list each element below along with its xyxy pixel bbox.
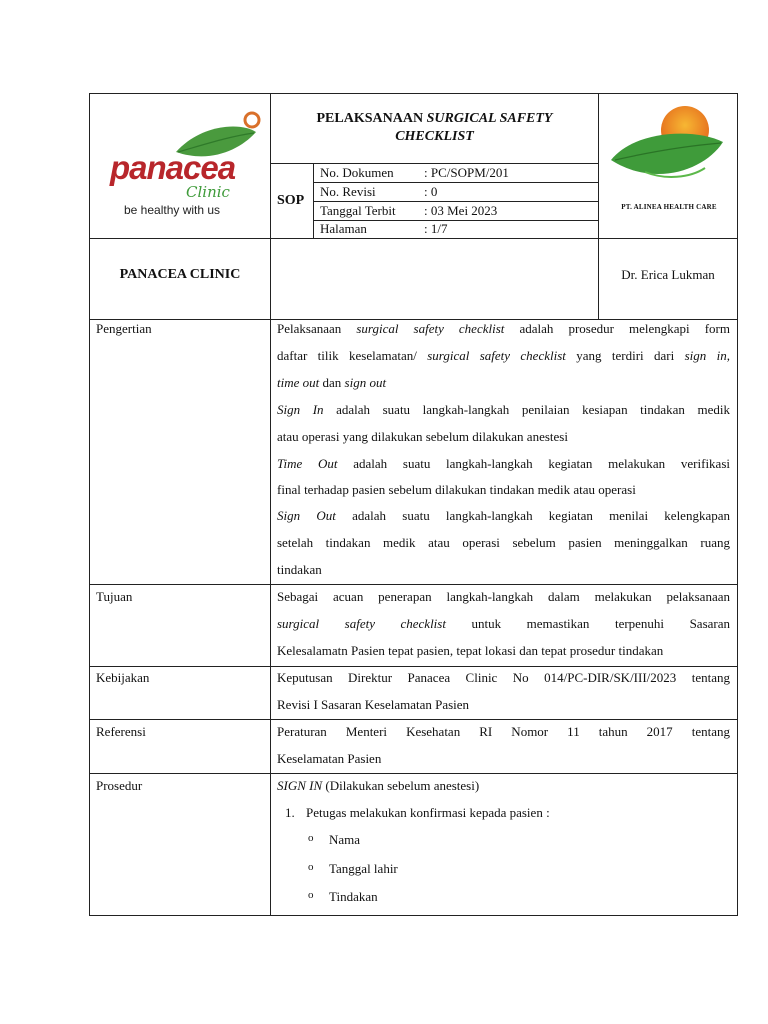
meta-value-date: : 03 Mei 2023 xyxy=(424,203,498,218)
column-divider-right xyxy=(598,93,599,320)
pengertian-line-2: daftar tilik keselamatan/ surgical safety checklist yang terdiri dari sign in, xyxy=(277,348,730,363)
header-divider xyxy=(89,238,738,239)
sop-label: SOP xyxy=(277,193,305,208)
brand-sub: Clinic xyxy=(186,183,230,201)
table-border-bottom xyxy=(89,915,738,916)
label-kebijakan: Kebijakan xyxy=(96,670,150,685)
meta-value-rev: : 0 xyxy=(424,184,438,199)
title-italic-2: CHECKLIST xyxy=(395,129,474,144)
pengertian-line-1: Pelaksanaan surgical safety checklist adalah prosedur melengkapi form xyxy=(277,321,730,336)
meta-label-doc: No. Dokumen xyxy=(320,165,394,180)
brand-tagline: be healthy with us xyxy=(124,203,221,217)
item-tanggal-lahir: Tanggal lahir xyxy=(329,861,398,876)
pengertian-line-7: final terhadap pasien sebelum dilakukan tindakan medik atau operasi xyxy=(277,482,636,497)
alinea-caption: PT. ALINEA HEALTH CARE xyxy=(621,203,717,211)
alinea-logo xyxy=(605,100,733,220)
label-prosedur: Prosedur xyxy=(96,778,143,793)
pengertian-line-9: setelah tindakan medik atau operasi sebelum pasien meninggalkan ruang xyxy=(277,535,730,550)
step-1-text: Petugas melakukan konfirmasi kepada pasien : xyxy=(306,805,550,820)
pengertian-line-4: Sign In adalah suatu langkah-langkah penilaian kesiapan tindakan medik xyxy=(277,402,730,417)
meta-label-date: Tanggal Terbit xyxy=(320,203,396,218)
clinic-name: PANACEA CLINIC xyxy=(119,267,241,282)
prosedur-line-1: SIGN IN (Dilakukan sebelum anestesi) xyxy=(277,778,480,793)
sun-leaf-logo-icon xyxy=(605,100,733,195)
meta-value-page: : 1/7 xyxy=(424,221,448,236)
column-divider xyxy=(270,93,271,916)
referensi-line-1: Peraturan Menteri Kesehatan RI Nomor 11 tahun 2017 tentang xyxy=(277,724,730,739)
label-pengertian: Pengertian xyxy=(96,321,152,336)
step-1-number: 1. xyxy=(285,805,295,820)
table-border-top xyxy=(89,93,738,94)
label-referensi: Referensi xyxy=(96,724,146,739)
bullet-icon: o xyxy=(308,861,314,873)
meta-label-page: Halaman xyxy=(320,221,367,236)
kebijakan-line-2: Revisi I Sasaran Keselamatan Pasien xyxy=(277,697,470,712)
table-border-left xyxy=(89,93,90,916)
tujuan-line-2: surgical safety checklist untuk memastikan terpenuhi Sasaran xyxy=(277,616,730,631)
kebijakan-line-1: Keputusan Direktur Panacea Clinic No 014/PC-DIR/SK/III/2023 tentang xyxy=(277,670,730,685)
item-tindakan: Tindakan xyxy=(329,889,378,904)
brand-name: panacea xyxy=(110,149,236,186)
pengertian-line-6: Time Out adalah suatu langkah-langkah kegiatan melakukan verifikasi xyxy=(277,456,730,471)
label-tujuan: Tujuan xyxy=(96,589,133,604)
referensi-line-2: Keselamatan Pasien xyxy=(277,751,382,766)
title-prefix: PELAKSANAAN xyxy=(316,111,427,126)
pengertian-line-10: tindakan xyxy=(277,562,322,577)
bullet-icon: o xyxy=(308,889,314,901)
panacea-logo xyxy=(106,104,266,224)
signatory: Dr. Erica Lukman xyxy=(621,267,715,282)
pengertian-line-8: Sign Out adalah suatu langkah-langkah kegiatan menilai kelengkapan xyxy=(277,508,730,523)
tujuan-line-1: Sebagai acuan penerapan langkah-langkah dalam melakukan pelaksanaan xyxy=(277,589,730,604)
title-italic-1: SURGICAL SAFETY xyxy=(426,111,553,126)
meta-value-doc: : PC/SOPM/201 xyxy=(424,165,509,180)
bullet-icon: o xyxy=(308,832,314,844)
item-nama: Nama xyxy=(329,832,361,847)
pengertian-line-3: time out dan sign out xyxy=(277,375,387,390)
table-border-right xyxy=(737,93,738,916)
document-title xyxy=(271,110,598,146)
tujuan-line-3: Kelesalamatn Pasien tepat pasien, tepat lokasi dan tepat prosedur tindakan xyxy=(277,643,664,658)
pengertian-line-5: atau operasi yang dilakukan sebelum dilakukan anestesi xyxy=(277,429,568,444)
meta-label-rev: No. Revisi xyxy=(320,184,376,199)
